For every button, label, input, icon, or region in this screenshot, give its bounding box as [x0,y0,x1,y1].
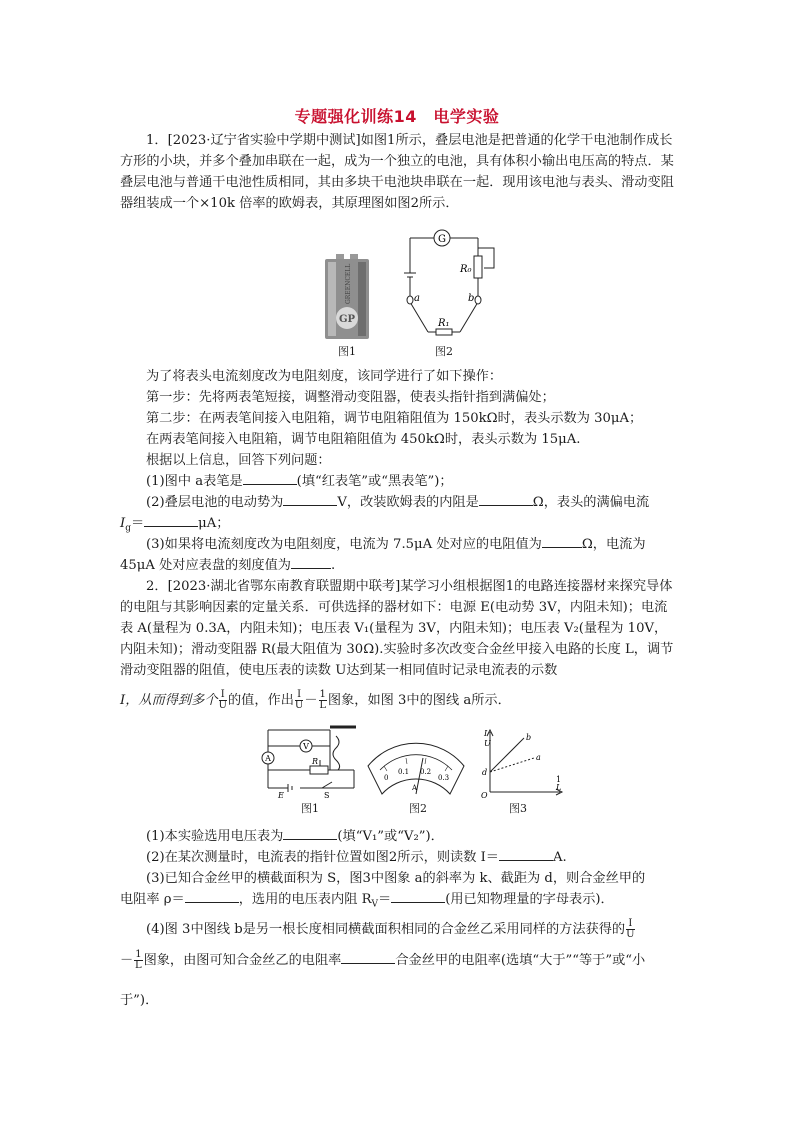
graph-line-a-label: a [536,753,541,762]
fraction-1-over-l: $\frac{1}{L}$ [319,689,327,711]
q2-figure2-dial [364,736,468,798]
answer-blank-1-2c [144,513,198,527]
dial-tick-0: 0 [384,774,389,782]
q1-figure1-battery [322,252,372,340]
q1-step-3: 在两表笔间接入电阻箱，调节电阻箱阻值为 450kΩ时，表头示数为 15μA. [146,432,581,447]
fraction-1-over-l-2: $\frac{1}{L}$ [135,949,142,971]
dial-tick-0-3: 0.3 [438,774,450,782]
fraction-i-over-u-3: $\frac{I}{U}$ [626,918,635,940]
q1-subq-2: (2)叠层电池的电动势为 V，改装欧姆表的内阻是 Ω，表头的满偏电流 [146,492,676,513]
dial-tick-0-2: 0.2 [420,768,432,776]
q1-step-1: 第一步：先将两表笔短接，调整滑动变阻器，使表头指针指到满偏处； [146,390,555,405]
q2-ammeter-label: A [265,754,271,763]
q1-subq-3-cont: 45μA 处对应表盘的刻度值为 . [120,555,676,576]
graph-origin-label: O [481,791,488,800]
q1-procedure-intro: 为了将表头电流刻度改为电阻刻度，该同学进行了如下操作： [146,369,503,384]
answer-blank-2-4 [341,950,395,964]
q2-subq-3-cont: 电阻率 ρ＝ ，选用的电压表内阻 $R_V=$ (用已知物理量的字母表示)． [120,889,676,916]
dial-tick-0-1: 0.1 [398,768,410,776]
q2-voltmeter-label: V [303,742,309,751]
q1-ask: 根据以上信息，回答下列问题： [146,453,331,468]
answer-blank-2-1 [283,826,337,840]
q1-subq-2-cont: $I_g= \mu A$； [120,513,676,540]
q2-figure3-caption: 图3 [509,802,527,815]
battery-brand-text: GP [338,314,356,325]
answer-blank-2-2 [499,847,553,861]
q1-subq-3: (3)如果将电流刻度改为电阻刻度，电流为 7.5μA 处对应的电阻值为 Ω，电流为 [146,534,676,555]
answer-blank-1-1 [243,471,297,485]
battery-label-text: GREENCELL [345,263,352,304]
q1-figure1-caption: 图1 [338,345,356,358]
q2-figure1-caption: 图1 [301,802,319,815]
page-title: 专题强化训练14 电学实验 [294,107,500,126]
graph-intercept-label: d [482,768,488,777]
q1-step-2: 第二步：在两表笔间接入电阻箱，调节电阻箱阻值为 150kΩ时，表头示数为 30μA； [146,411,643,426]
q2-subq-4-end: 于”)． [120,993,159,1008]
q2-subq-1: (1)本实验选用电压表为 (填“V₁”或“V₂”)． [146,826,676,847]
answer-blank-1-2a [283,492,337,506]
q2-subq-2: (2)在某次测量时，电流表的指针位置如图2所示，则读数 I＝ A. [146,847,676,868]
answer-blank-1-3a [542,534,582,548]
q2-intro-end: I，从而得到多个 $\frac{I}{U}$ 的值，作出 $\frac{I}{U}$ － $\frac{1}{L}$ 图象，如图 3中的图线 a所示． [120,689,511,711]
q1-figure2-circuit [398,228,508,344]
galvanometer-label: G [438,234,446,245]
graph-x-label-l: L [556,783,562,792]
graph-y-label-i: I [484,729,488,738]
q2-figure3-graph [476,726,566,800]
q2-subq-4-cont: － $\frac{1}{L}$ 图象，由图可知合金丝乙的电阻率 合金丝甲的电阻率(选填“大于”“等于”或“小 [120,949,646,971]
answer-blank-1-3b [291,555,331,569]
q2-figure2-caption: 图2 [409,802,427,815]
q1-intro-paragraph: 1．[2023·辽宁省实验中学期中测试]如图1所示，叠层电池是把普通的化学干电池制作成长方形的小块，并多个叠加串联在一起，成为一个独立的电池，具有体积小输出电压高的特点．某叠层电池与普通干电池性质相同，其由多块干电池块串联在一起．现用该电池与表头、滑动变阻器组装成一个×10k 倍率的欧姆表，其原理图如图2所示． [120,133,674,211]
r0-label: R₀ [460,264,472,275]
q2-source-label: E [278,791,284,800]
q2-subq-3: (3)已知合金丝甲的横截面积为 S，图3中图象 a的斜率为 k、截距为 d，则合金丝甲的 [146,871,646,886]
answer-blank-2-3b [391,889,445,903]
fraction-i-over-u-2: $\frac{I}{U}$ [294,689,304,711]
answer-blank-1-2b [479,492,533,506]
q2-rheostat-label: R [312,757,319,766]
graph-x-label-1: 1 [556,775,562,784]
probe-a-label: a [414,293,420,304]
q2-switch-label: S [324,791,330,800]
fraction-i-over-u: $\frac{I}{U}$ [218,689,227,711]
graph-y-label-u: U [484,739,491,748]
q2-subq-4: (4)图 3中图线 b是另一根长度相同横截面积相同的合金丝乙采用同样的方法获得的 $\frac{I}{U}$ [146,918,635,940]
q2-intro-paragraph: 2．[2023·湖北省鄂东南教育联盟期中联考]某学习小组根据图1的电路连接器材来探究导体的电阻与其影响因素的定量关系．可供选择的器材如下：电源 E(电动势 3V，内阻未知)；电流表 A(量程为 0.3A，内阻未知)；电压表 V₁(量程为 3V，内阻未知)；电压表 V₂(量程为 10V，内阻未知)；滑动变阻器 R(最大阻值为 30Ω).实验时多次改变合金丝甲接入电路的长度 L，调节滑动变阻器的阻值，使电压表的读数 U达到某一相同值时记录电流表的示数 [120,579,674,678]
r1-label: R₁ [438,318,450,329]
answer-blank-2-3a [185,889,239,903]
q1-figure2-caption: 图2 [435,345,453,358]
graph-line-b-label: b [526,733,532,742]
dial-unit: A [412,784,418,792]
q1-subq-1: (1)图中 a表笔是 (填“红表笔”或“黑表笔”)； [146,471,676,492]
q2-figure1-circuit [258,724,364,800]
probe-b-label: b [468,293,475,304]
